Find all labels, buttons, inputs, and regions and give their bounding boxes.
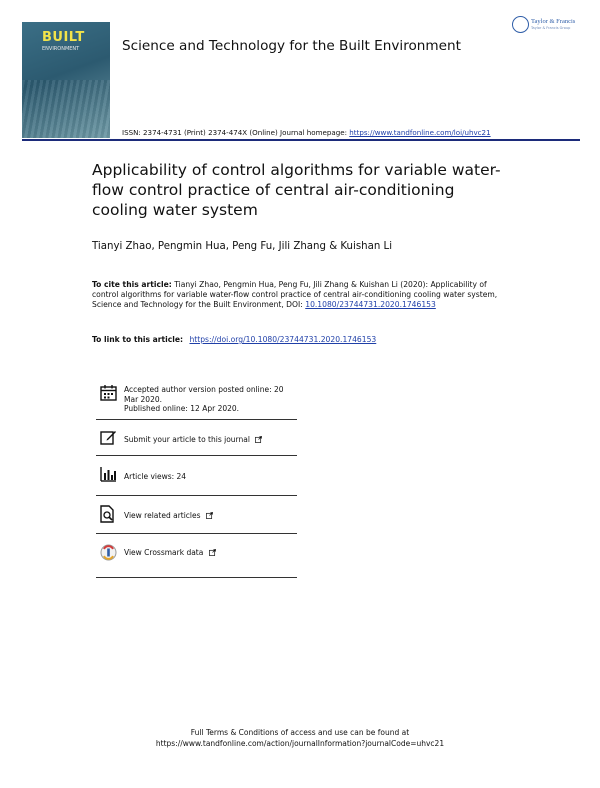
article-title: Applicability of control algorithms for variable water-flow control practice of central air-conditioning cooling water system <box>92 161 501 219</box>
journal-homepage-link[interactable]: https://www.tandfonline.com/loi/uhvc21 <box>349 128 491 137</box>
related-articles-icon <box>100 505 115 523</box>
cover-subtitle: ENVIRONMENT <box>42 46 80 52</box>
publisher-logo-subtext: Taylor & Francis Group <box>531 26 571 30</box>
article-views: Article views: 24 <box>124 472 187 481</box>
footer-terms-text: Full Terms & Conditions of access and use can be found at <box>190 728 410 737</box>
calendar-icon <box>100 384 117 401</box>
issn-text: ISSN: 2374-4731 (Print) 2374-474X (Online) Journal homepage: <box>122 128 348 137</box>
cite-text: Tianyi Zhao, Pengmin Hua, Peng Fu, Jili Zhang & Kuishan Li (2020): Applicability of control algorithms for variable water-flow control practice of central air-conditioning cooling water system, Science and Technology for the Built Environment, DOI: <box>92 280 498 310</box>
header-rule <box>22 139 580 141</box>
journal-name: Science and Technology for the Built Environment <box>122 38 461 54</box>
journal-cover-image <box>22 22 110 138</box>
footer-terms-link[interactable]: https://www.tandfonline.com/action/journalInformation?journalCode=uhvc21 <box>155 739 445 748</box>
edit-icon <box>100 429 117 445</box>
bar-chart-icon <box>100 467 117 482</box>
info-row-submit[interactable] <box>96 420 297 456</box>
crossmark-text: View Crossmark data <box>124 548 204 557</box>
cover-pattern <box>22 80 110 138</box>
publisher-logo-text: Taylor & Francis <box>531 18 576 25</box>
cover-title: BUILT <box>42 30 85 45</box>
external-link-icon <box>209 549 216 556</box>
submit-article-link[interactable] <box>124 435 262 445</box>
page-footer <box>0 727 600 749</box>
info-row-related[interactable] <box>96 496 297 534</box>
article-link-line <box>92 335 376 344</box>
article-info-box <box>96 382 297 578</box>
citation-block <box>92 280 512 311</box>
related-articles-text: View related articles <box>124 511 201 520</box>
article-doi-link[interactable]: https://doi.org/10.1080/23744731.2020.1746153 <box>189 335 377 344</box>
crossmark-icon <box>100 544 117 561</box>
submit-article-text: Submit your article to this journal <box>124 435 250 444</box>
accepted-date: Accepted author version posted online: 20 Mar 2020. <box>124 385 284 404</box>
article-authors: Tianyi Zhao, Pengmin Hua, Peng Fu, Jili Zhang & Kuishan Li <box>92 241 393 252</box>
external-link-icon <box>255 436 262 443</box>
info-row-dates <box>96 382 297 420</box>
publisher-logo <box>512 14 584 36</box>
link-label: To link to this article: <box>92 335 184 344</box>
cite-label: To cite this article: <box>92 280 172 289</box>
info-row-views <box>96 456 297 496</box>
crossmark-link[interactable] <box>124 548 216 558</box>
publisher-logo-icon <box>512 16 529 33</box>
related-articles-link[interactable] <box>124 511 213 521</box>
issn-line <box>122 128 491 137</box>
cite-doi-link[interactable]: 10.1080/23744731.2020.1746153 <box>305 300 436 310</box>
published-date: Published online: 12 Apr 2020. <box>124 404 240 413</box>
info-row-crossmark[interactable] <box>96 534 297 578</box>
external-link-icon <box>206 512 213 519</box>
